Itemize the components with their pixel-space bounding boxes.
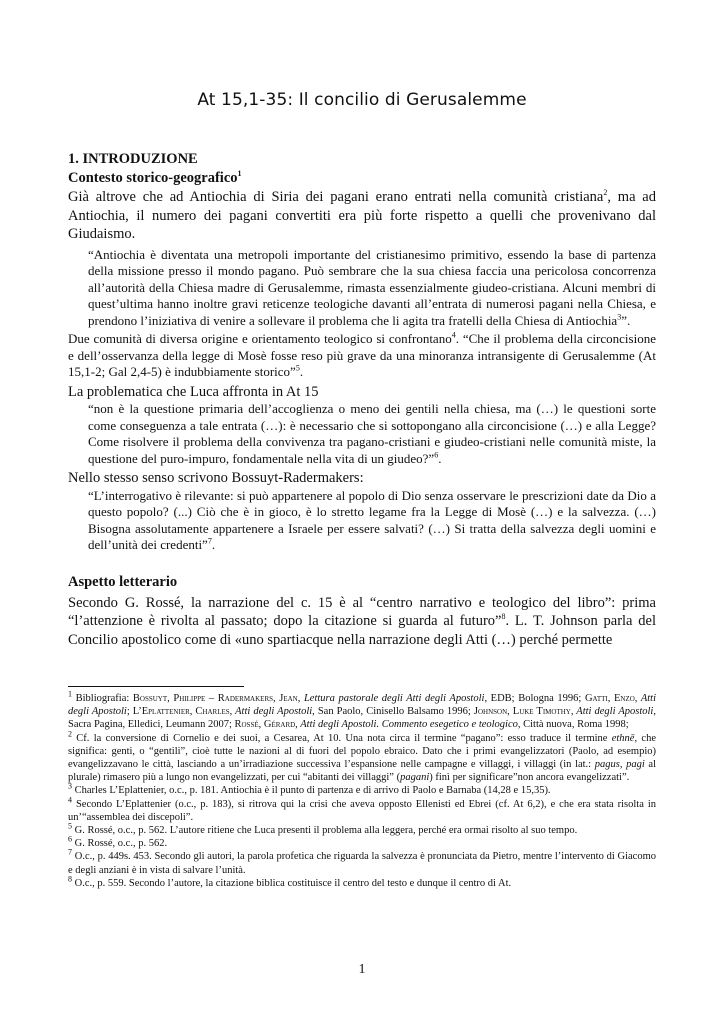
footnote-separator	[68, 686, 244, 687]
footnote-8-number: 8	[68, 874, 72, 884]
footnote-1-author-2: Gatti, Enzo,	[584, 693, 638, 704]
paragraph-5-text-b: . L. T. Johnson parla del Concilio apostolico come di «uno spartiacque nella narrazione degli Atti (…) perché permette	[68, 613, 657, 648]
footnote-1-text-c: ;	[126, 706, 133, 718]
footnote-ref-8[interactable]: 8	[501, 612, 506, 622]
footnote-7-number: 7	[68, 847, 72, 857]
footnote-2-text-c: al plurale) rimasero più a lungo non evangelizzati, per cui “abitanti dei villaggi” (	[68, 759, 656, 784]
footnote-3	[68, 781, 656, 797]
footnote-1	[68, 689, 656, 732]
block-quote-3	[88, 488, 656, 554]
footnote-ref-7[interactable]: 7	[207, 536, 212, 546]
footnote-1-book-3: Atti degli Apostoli	[232, 706, 313, 718]
footnotes	[68, 689, 656, 890]
footnote-1-book-4: Atti degli Apostoli	[573, 706, 654, 718]
footnote-7-text: O.c., p. 449s. 453. Secondo gli autori, la parola profetica che riguarda la salvezza è pronunciata da Pietro, mentre l’intervento di Giacomo e degli anziani è in vista di salvare l’unità.	[68, 851, 656, 876]
paragraph-5	[68, 594, 656, 650]
section-spacer	[68, 554, 656, 572]
footnote-2-term-pagus: pagus, pagi	[594, 759, 645, 771]
footnote-3-number: 3	[68, 781, 72, 791]
footnote-4-text: Secondo L’Eplattenier (o.c., p. 183), si ritrova qui la crisi che aveva opposto Ellenisti ed Ebrei (cf. At 6,2), e che era stata risolta in un’“assemblea dei discepoli”.	[68, 798, 656, 823]
footnote-2-text-b: , che significa: genti, o “gentili”, cioè tutte le nazioni al di fuori del popolo ebraico. Dato che i primi evangelizzatori (Paolo, ad esempio) evangelizzavano le città, lasciando a un’irradiazione successiva l’espansione nelle campagne e villaggi, i villaggi (in lat.:	[68, 732, 656, 771]
footnote-1-number: 1	[68, 689, 72, 699]
footnote-1-text-f: , Città nuova, Roma 1998;	[517, 719, 629, 731]
block-quote-1-text-a: “Antiochia è diventata una metropoli importante del cristianesimo primitivo, essendo la base di partenza della missione presso il mondo pagano. Può sembrare che la sua chiesa faccia una pericolosa concorrenza all’autorità della Chiesa madre di Gerusalemme, rimasta essenzialmente giudeo-cristiana. Alcuni membri di quest’ultima hanno inoltre gravi reticenze teologiche davanti all’entrata di numerosi pagani nella Chiesa, e prendono l’iniziativa di venire a sollevare il problema che li agita tra fratelli della Chiesa di Antiochia	[88, 246, 656, 328]
footnote-2-number: 2	[68, 729, 72, 739]
footnote-ref-6[interactable]: 6	[434, 450, 439, 460]
footnote-6-number: 6	[68, 834, 72, 844]
paragraph-5-text-a: Secondo G. Rossé, la narrazione del c. 15 è al “centro narrativo e teologico del libro”: prima “l’attenzione è rivolta al passato; dopo la citazione si guarda al futuro”	[68, 594, 656, 629]
footnote-ref-4[interactable]: 4	[451, 330, 456, 340]
paragraph-2-text-b: . “Che il problema della circoncisione e dell’osservanza della legge di Mosè fosse reso più grave da una minoranza intransigente di Gerusalemme (At 15,1-2; Gal 2,4-5) è indubbiamente storico”	[68, 331, 656, 379]
block-quote-1	[88, 247, 656, 330]
paragraph-3: La problematica che Luca affronta in At 15	[68, 383, 319, 400]
footnote-2-text-a: Cf. la conversione di Cornelio e dei suoi, a Cesarea, At 10. Una nota circa il termine “pagano”: esso traduce il termine	[72, 732, 612, 744]
footnote-2	[68, 729, 656, 785]
paragraph-1-text-b: , ma ad Antiochia, il numero dei pagani convertiti era più forte rispetto a quelli che provenivano dal Giudaismo.	[68, 189, 656, 242]
footnote-1-text-e: , Sacra Pagina, Elledici, Leumann 2007;	[68, 706, 656, 731]
footnote-1-text-a: Bibliografia:	[72, 693, 133, 704]
paragraph-2-text-c: .	[299, 364, 304, 379]
block-quote-2-text-b: .	[438, 450, 442, 466]
main-content	[68, 150, 656, 649]
subheading-aspetto-letterario: Aspetto letterario	[68, 573, 178, 590]
footnote-4	[68, 795, 656, 824]
footnote-7	[68, 847, 656, 876]
footnote-5-text: G. Rossé, o.c., p. 562. L’autore ritiene che Luca presenti il problema alla leggera, perché era ormai risolto al suo tempo.	[72, 825, 578, 837]
paragraph-2	[68, 331, 656, 381]
block-quote-3-text-a: “L’interrogativo è rilevante: si può appartenere al popolo di Dio senza osservare le prescrizioni date da Dio a questo popolo? (...) Ciò che è in gioco, è lo stretto legame fra la Legge di Mosè (…) e la salvezza. (…) Bisogna assolutamente appartenere a Israele per essere salvati? (…) Si tratta della salvezza degli uomini e dell’unità dei credenti”	[88, 487, 656, 552]
footnote-1-author-1: Bossuyt, Philippe – Radermakers, Jean,	[132, 693, 301, 704]
footnote-6-text: G. Rossé, o.c., p. 562.	[72, 838, 168, 850]
footnote-1-book-5: Atti degli Apostoli. Commento esegetico e teologico	[297, 719, 518, 731]
footnote-1-author-4: Johnson, Luke Timothy,	[473, 706, 574, 718]
footnote-8	[68, 874, 656, 890]
footnote-6	[68, 834, 656, 850]
paragraph-2-text-a: Due comunità di diversa origine e orientamento teologico si confrontano	[68, 331, 452, 346]
footnote-2-text-d: ) finì per significare”non ancora evangelizzati”.	[429, 772, 630, 784]
footnote-1-text-b: , EDB; Bologna 1996;	[484, 693, 585, 704]
block-quote-3-text-b: .	[211, 537, 216, 552]
footnote-4-number: 4	[68, 795, 72, 805]
subheading-contesto	[68, 168, 656, 188]
footnote-5-number: 5	[68, 821, 72, 831]
footnote-ref-1[interactable]: 1	[237, 169, 242, 179]
footnote-1-book-1: Lettura pastorale degli Atti degli Apostoli	[300, 693, 485, 704]
footnote-ref-5[interactable]: 5	[295, 363, 300, 373]
footnote-3-text: Charles L’Eplattenier, o.c., p. 181. Antiochia è il punto di partenza e di arrivo di Paolo e Barnaba (14,28 e 15,35).	[72, 785, 551, 797]
paragraph-1-text-a: Già altrove che ad Antiochia di Siria dei pagani erano entrati nella comunità cristiana	[68, 189, 604, 205]
footnote-8-text: O.c., p. 559. Secondo l’autore, la citazione biblica costituisce il centro del testo e dunque il centro di At.	[72, 877, 512, 889]
footnote-1-author-5: Rossé, Gérard,	[234, 719, 298, 731]
subheading-contesto-text: Contesto storico-geografico	[68, 170, 238, 186]
block-quote-1-text-b: ”.	[621, 312, 631, 328]
page-number: 1	[358, 962, 366, 977]
page-title: At 15,1-35: Il concilio di Gerusalemme	[197, 90, 527, 110]
block-quote-2-text-a: “non è la questione primaria dell’accoglienza o meno dei gentili nella chiesa, ma (…) le questioni sorte come conseguenza a tale entrata (…): è necessario che si sottopongano alla circoncisione (…) e alla Legge? Come risolvere il problema della convivenza tra pagano-cristiani e giudeo-cristiani nelle comunità miste, la questione del puro-impuro, fondamentale nella vita di un giudeo?”	[88, 401, 656, 466]
section-heading-introduzione: 1. INTRODUZIONE	[68, 151, 198, 167]
footnote-1-author-3: L’Eplattenier, Charles,	[132, 706, 233, 718]
paragraph-1	[68, 188, 656, 244]
footnote-2-term-ethne: ethnē	[611, 732, 635, 744]
footnote-5	[68, 821, 656, 837]
footnote-ref-3[interactable]: 3	[617, 312, 622, 322]
footnote-ref-2[interactable]: 2	[603, 188, 608, 198]
footnote-1-book-2: Atti degli Apostoli	[68, 693, 656, 718]
footnote-1-text-d: , San Paolo, Cinisello Balsamo 1996;	[312, 706, 474, 718]
paragraph-4: Nello stesso senso scrivono Bossuyt-Radermakers:	[68, 470, 364, 486]
footnote-2-term-pagani: pagani	[400, 772, 430, 784]
block-quote-2	[88, 401, 656, 467]
